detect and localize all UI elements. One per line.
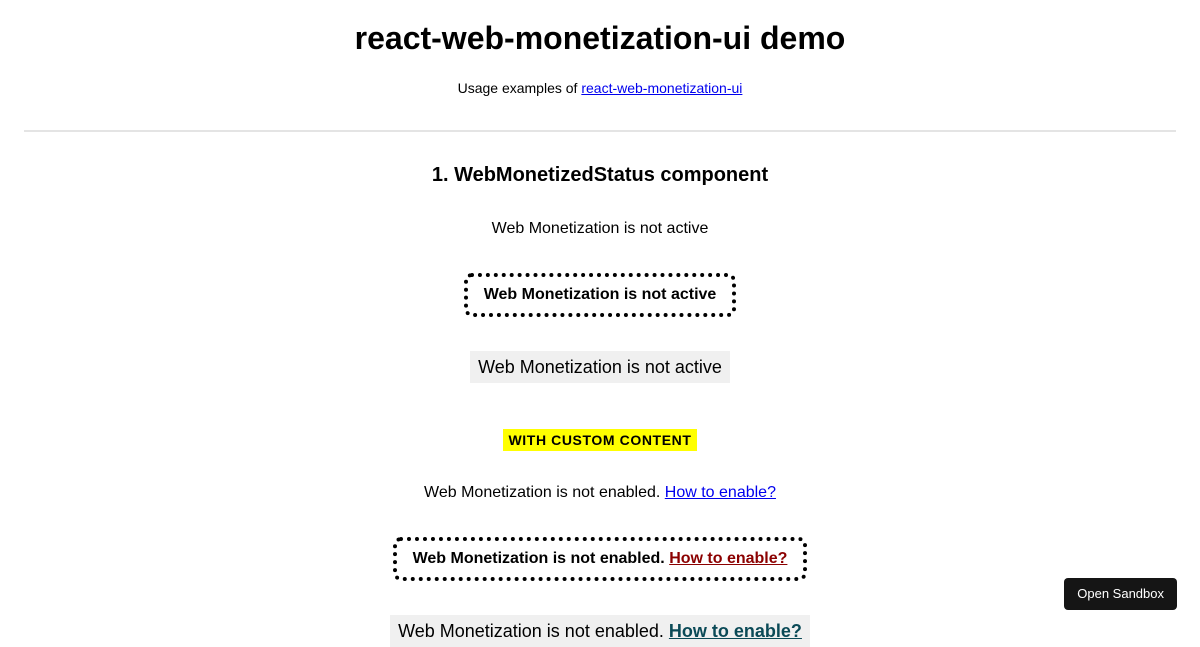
custom-content-badge-row xyxy=(0,429,1200,451)
status-dotted-row xyxy=(0,273,1200,317)
status-dotted: Web Monetization is not active xyxy=(464,273,737,317)
custom-dotted-status xyxy=(393,537,808,581)
section-heading: 1. WebMonetizedStatus component xyxy=(431,164,769,186)
status-plain-row xyxy=(0,219,1200,239)
custom-plain-row xyxy=(0,483,1200,503)
custom-dotted-text: Web Monetization is not enabled. xyxy=(412,550,665,567)
status-plain: Web Monetization is not active xyxy=(491,220,709,237)
status-grey: Web Monetization is not active xyxy=(470,351,730,383)
page-subtitle xyxy=(0,79,1200,97)
custom-content-badge: WITH CUSTOM CONTENT xyxy=(503,429,696,451)
custom-grey-row xyxy=(0,615,1200,647)
custom-plain-text: Web Monetization is not enabled. xyxy=(424,484,661,501)
custom-grey-status xyxy=(390,615,810,647)
package-link[interactable]: react-web-monetization-ui xyxy=(581,80,743,96)
subtitle-text: Usage examples of xyxy=(457,80,578,96)
divider xyxy=(24,130,1176,132)
page-title: react-web-monetization-ui demo xyxy=(354,20,846,56)
custom-dotted-row xyxy=(0,537,1200,581)
how-to-enable-link-dotted[interactable]: How to enable? xyxy=(669,550,788,567)
status-grey-row xyxy=(0,351,1200,383)
open-sandbox-button[interactable]: Open Sandbox xyxy=(1064,578,1177,610)
how-to-enable-link[interactable]: How to enable? xyxy=(664,484,776,501)
custom-grey-text: Web Monetization is not enabled. xyxy=(398,621,664,641)
how-to-enable-link-grey[interactable]: How to enable? xyxy=(668,621,802,641)
